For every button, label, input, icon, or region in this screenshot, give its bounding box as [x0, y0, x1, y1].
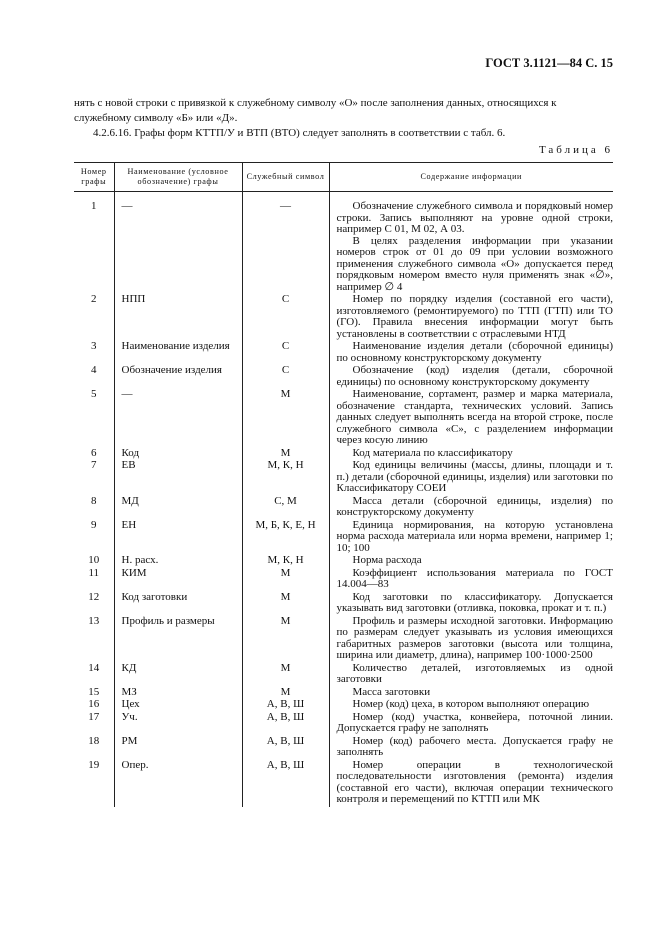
row-content-paragraph: Обозначение служебного символа и порядковый номер строки. Запись выполняют на уровне одной строки, например С 01, М 02, А 03. [336, 200, 613, 235]
row-number: 8 [91, 494, 97, 507]
row-content [329, 389, 613, 448]
row-column-name: КИМ [114, 568, 242, 592]
column-header-symbol: Служебный символ [242, 163, 329, 192]
row-content-paragraph: Код заготовки по классификатору. Допускается указывать вид заготовки (отливка, поковка, прокат и т. п.) [336, 590, 613, 614]
row-content-paragraph: Масса детали (сборочной единицы, изделия) по конструкторскому документу [336, 494, 613, 518]
row-number: 17 [88, 710, 100, 723]
row-content-paragraph: Профиль и размеры исходной заготовки. Информацию по размерам следует указывать из условия имеющихся габаритных размеров заготовки (высота или толщина, ширина или диаметр, длина), например 100·1000·2500 [336, 614, 613, 661]
row-content [329, 460, 613, 496]
row-service-symbol: С [242, 365, 329, 389]
row-service-symbol: С [242, 294, 329, 341]
row-number: 7 [91, 459, 97, 471]
table-row [74, 568, 613, 592]
row-content-paragraph: Номер (код) участка, конвейера, поточной линии. Допускается графу не заполнять [336, 710, 613, 734]
row-service-symbol: — [242, 201, 329, 294]
row-content-paragraph: Номер (код) цеха, в котором выполняют операцию [352, 698, 590, 710]
row-content-paragraph: Номер (код) рабочего места. Допускается графу не заполнять [336, 734, 613, 758]
page-header: ГОСТ 3.1121—84 С. 15 [485, 56, 613, 70]
row-content [329, 592, 613, 616]
row-number: 2 [91, 293, 97, 305]
intro-paragraph-continuation: нять с новой строки с привязкой к служебному символу «О» после заполнения данных, относящихся к служебному символу «Б» или «Д». [74, 97, 557, 124]
row-service-symbol: С, М [242, 496, 329, 520]
row-column-name: Профиль и размеры [114, 616, 242, 663]
row-column-name: Код [114, 448, 242, 461]
row-content [329, 365, 613, 389]
table-row [74, 712, 613, 736]
table-row [74, 341, 613, 365]
column-header-number: Номер графы [74, 163, 114, 192]
row-number: 4 [91, 364, 97, 376]
row-content-paragraph: Наименование, сортамент, размер и марка материала, обозначение стандарта, технических условий. Запись данных следует выполнять всегда на второй строке, после служебного символа «С», с разделением информации через косую линию [336, 388, 613, 446]
row-number: 18 [88, 734, 100, 747]
row-column-name: МД [114, 496, 242, 520]
row-service-symbol: С [242, 341, 329, 365]
row-service-symbol: М [242, 568, 329, 592]
table-row [74, 592, 613, 616]
table-row [74, 460, 613, 496]
table-row [74, 365, 613, 389]
row-content [329, 496, 613, 520]
row-content [329, 201, 613, 294]
table-row [74, 663, 613, 687]
row-content-paragraph: Единица нормирования, на которую установлена норма расхода материала или норма времени, например 1; 10; 100 [336, 518, 613, 554]
row-number: 11 [88, 566, 100, 579]
row-column-name: КД [114, 663, 242, 687]
row-column-name: НПП [114, 294, 242, 341]
row-number: 6 [91, 446, 97, 459]
row-content-paragraph: Коэффициент использования материала по ГОСТ 14.004—83 [336, 566, 613, 590]
table-row [74, 616, 613, 663]
row-column-name: — [114, 389, 242, 448]
row-content [329, 663, 613, 687]
row-content-paragraph: Номер операции в технологической последовательности изготовления (ремонта) изделия (составной его части), включая операции технического контроля и перемещений по КТТП или МК [336, 758, 613, 805]
row-number: 1 [91, 200, 97, 212]
row-column-name: ЕВ [114, 460, 242, 496]
column-header-name: Наименование (условное обозначение) графы [114, 163, 242, 192]
table-body [74, 192, 613, 807]
row-number: 15 [88, 685, 100, 698]
table-row [74, 520, 613, 556]
row-column-name: Обозначение изделия [114, 365, 242, 389]
table-row [74, 496, 613, 520]
row-content [329, 760, 613, 807]
row-service-symbol: М [242, 592, 329, 616]
table-6 [74, 162, 613, 807]
table-row [74, 389, 613, 448]
row-service-symbol: М, К, Н [242, 460, 329, 496]
row-content [329, 568, 613, 592]
row-column-name: ЕН [114, 520, 242, 556]
row-content [329, 341, 613, 365]
intro-paragraph-clause: 4.2.6.16. Графы форм КТТП/У и ВТП (ВТО) следует заполнять в соответствии с табл. 6. [93, 127, 506, 139]
row-column-name: РМ [114, 736, 242, 760]
table-row [74, 736, 613, 760]
table-caption: Таблица 6 [538, 144, 613, 156]
row-number: 5 [91, 388, 97, 400]
row-content-paragraph: Код единицы величины (массы, длины, площади и т. п.) детали (сборочной единицы, изделия) или заготовки по Классификатору СОЕИ [336, 459, 613, 494]
row-content-paragraph: Масса заготовки [352, 685, 431, 698]
table-row [74, 294, 613, 341]
row-service-symbol: А, В, Ш [242, 699, 329, 712]
row-service-symbol: М [242, 389, 329, 448]
row-service-symbol: М [242, 687, 329, 700]
spacer-cell [114, 192, 242, 202]
row-number: 19 [88, 758, 100, 771]
row-service-symbol: А, В, Ш [242, 736, 329, 760]
row-content-paragraph: Код материала по классификатору [352, 446, 513, 459]
row-content [329, 736, 613, 760]
row-content [329, 699, 613, 712]
row-service-symbol: М, К, Н [242, 555, 329, 568]
row-content-paragraph: Норма расхода [352, 554, 422, 566]
row-content [329, 294, 613, 341]
row-content-paragraph: Обозначение (код) изделия (детали, сборочной единицы) по основному конструкторскому документу [336, 364, 613, 388]
row-service-symbol: А, В, Ш [242, 760, 329, 807]
intro-text [74, 96, 613, 141]
row-number: 16 [88, 698, 100, 710]
row-service-symbol: М [242, 663, 329, 687]
row-content [329, 555, 613, 568]
table-row [74, 555, 613, 568]
column-header-content: Содержание информации [329, 163, 613, 192]
row-service-symbol: М, Б, К, Е, Н [242, 520, 329, 556]
row-column-name: Цех [114, 699, 242, 712]
row-number: 3 [91, 340, 97, 352]
row-content-paragraph: Наименование изделия детали (сборочной единицы) по основному конструкторскому документу [336, 340, 613, 364]
row-number: 14 [88, 661, 100, 674]
table-row [74, 699, 613, 712]
table-row [74, 201, 613, 294]
table-row [74, 760, 613, 807]
row-number: 10 [88, 554, 100, 566]
row-content-paragraph: Количество деталей, изготовляемых из одной заготовки [336, 661, 613, 685]
row-content [329, 520, 613, 556]
row-column-name: Наименование изделия [114, 341, 242, 365]
row-service-symbol: А, В, Ш [242, 712, 329, 736]
row-column-name: Уч. [114, 712, 242, 736]
row-column-name: Н. расх. [114, 555, 242, 568]
row-column-name: МЗ [114, 687, 242, 700]
row-content-paragraph: Номер по порядку изделия (составной его части), изготовляемого (ремонтируемого) по ТТП (ГТП) или ТО (ГО). Правила внесения информации могут быть установлены в соответствии с отраслевыми НТД [336, 293, 613, 340]
row-column-name: — [114, 201, 242, 294]
row-number: 12 [88, 590, 100, 603]
row-column-name: Код заготовки [114, 592, 242, 616]
row-service-symbol: М [242, 616, 329, 663]
table-header-row [74, 163, 613, 192]
row-number: 13 [88, 614, 100, 627]
row-content [329, 712, 613, 736]
row-content-paragraph: В целях разделения информации при указании номеров строк от 01 до 09 при условии возможного применения служебного символа «О» допускается перед порядковым номером вместо нуля применять знак «∅», например ∅ 4 [336, 234, 613, 293]
row-column-name: Опер. [114, 760, 242, 807]
row-number: 9 [91, 518, 97, 531]
row-service-symbol: М [242, 448, 329, 461]
row-content [329, 616, 613, 663]
